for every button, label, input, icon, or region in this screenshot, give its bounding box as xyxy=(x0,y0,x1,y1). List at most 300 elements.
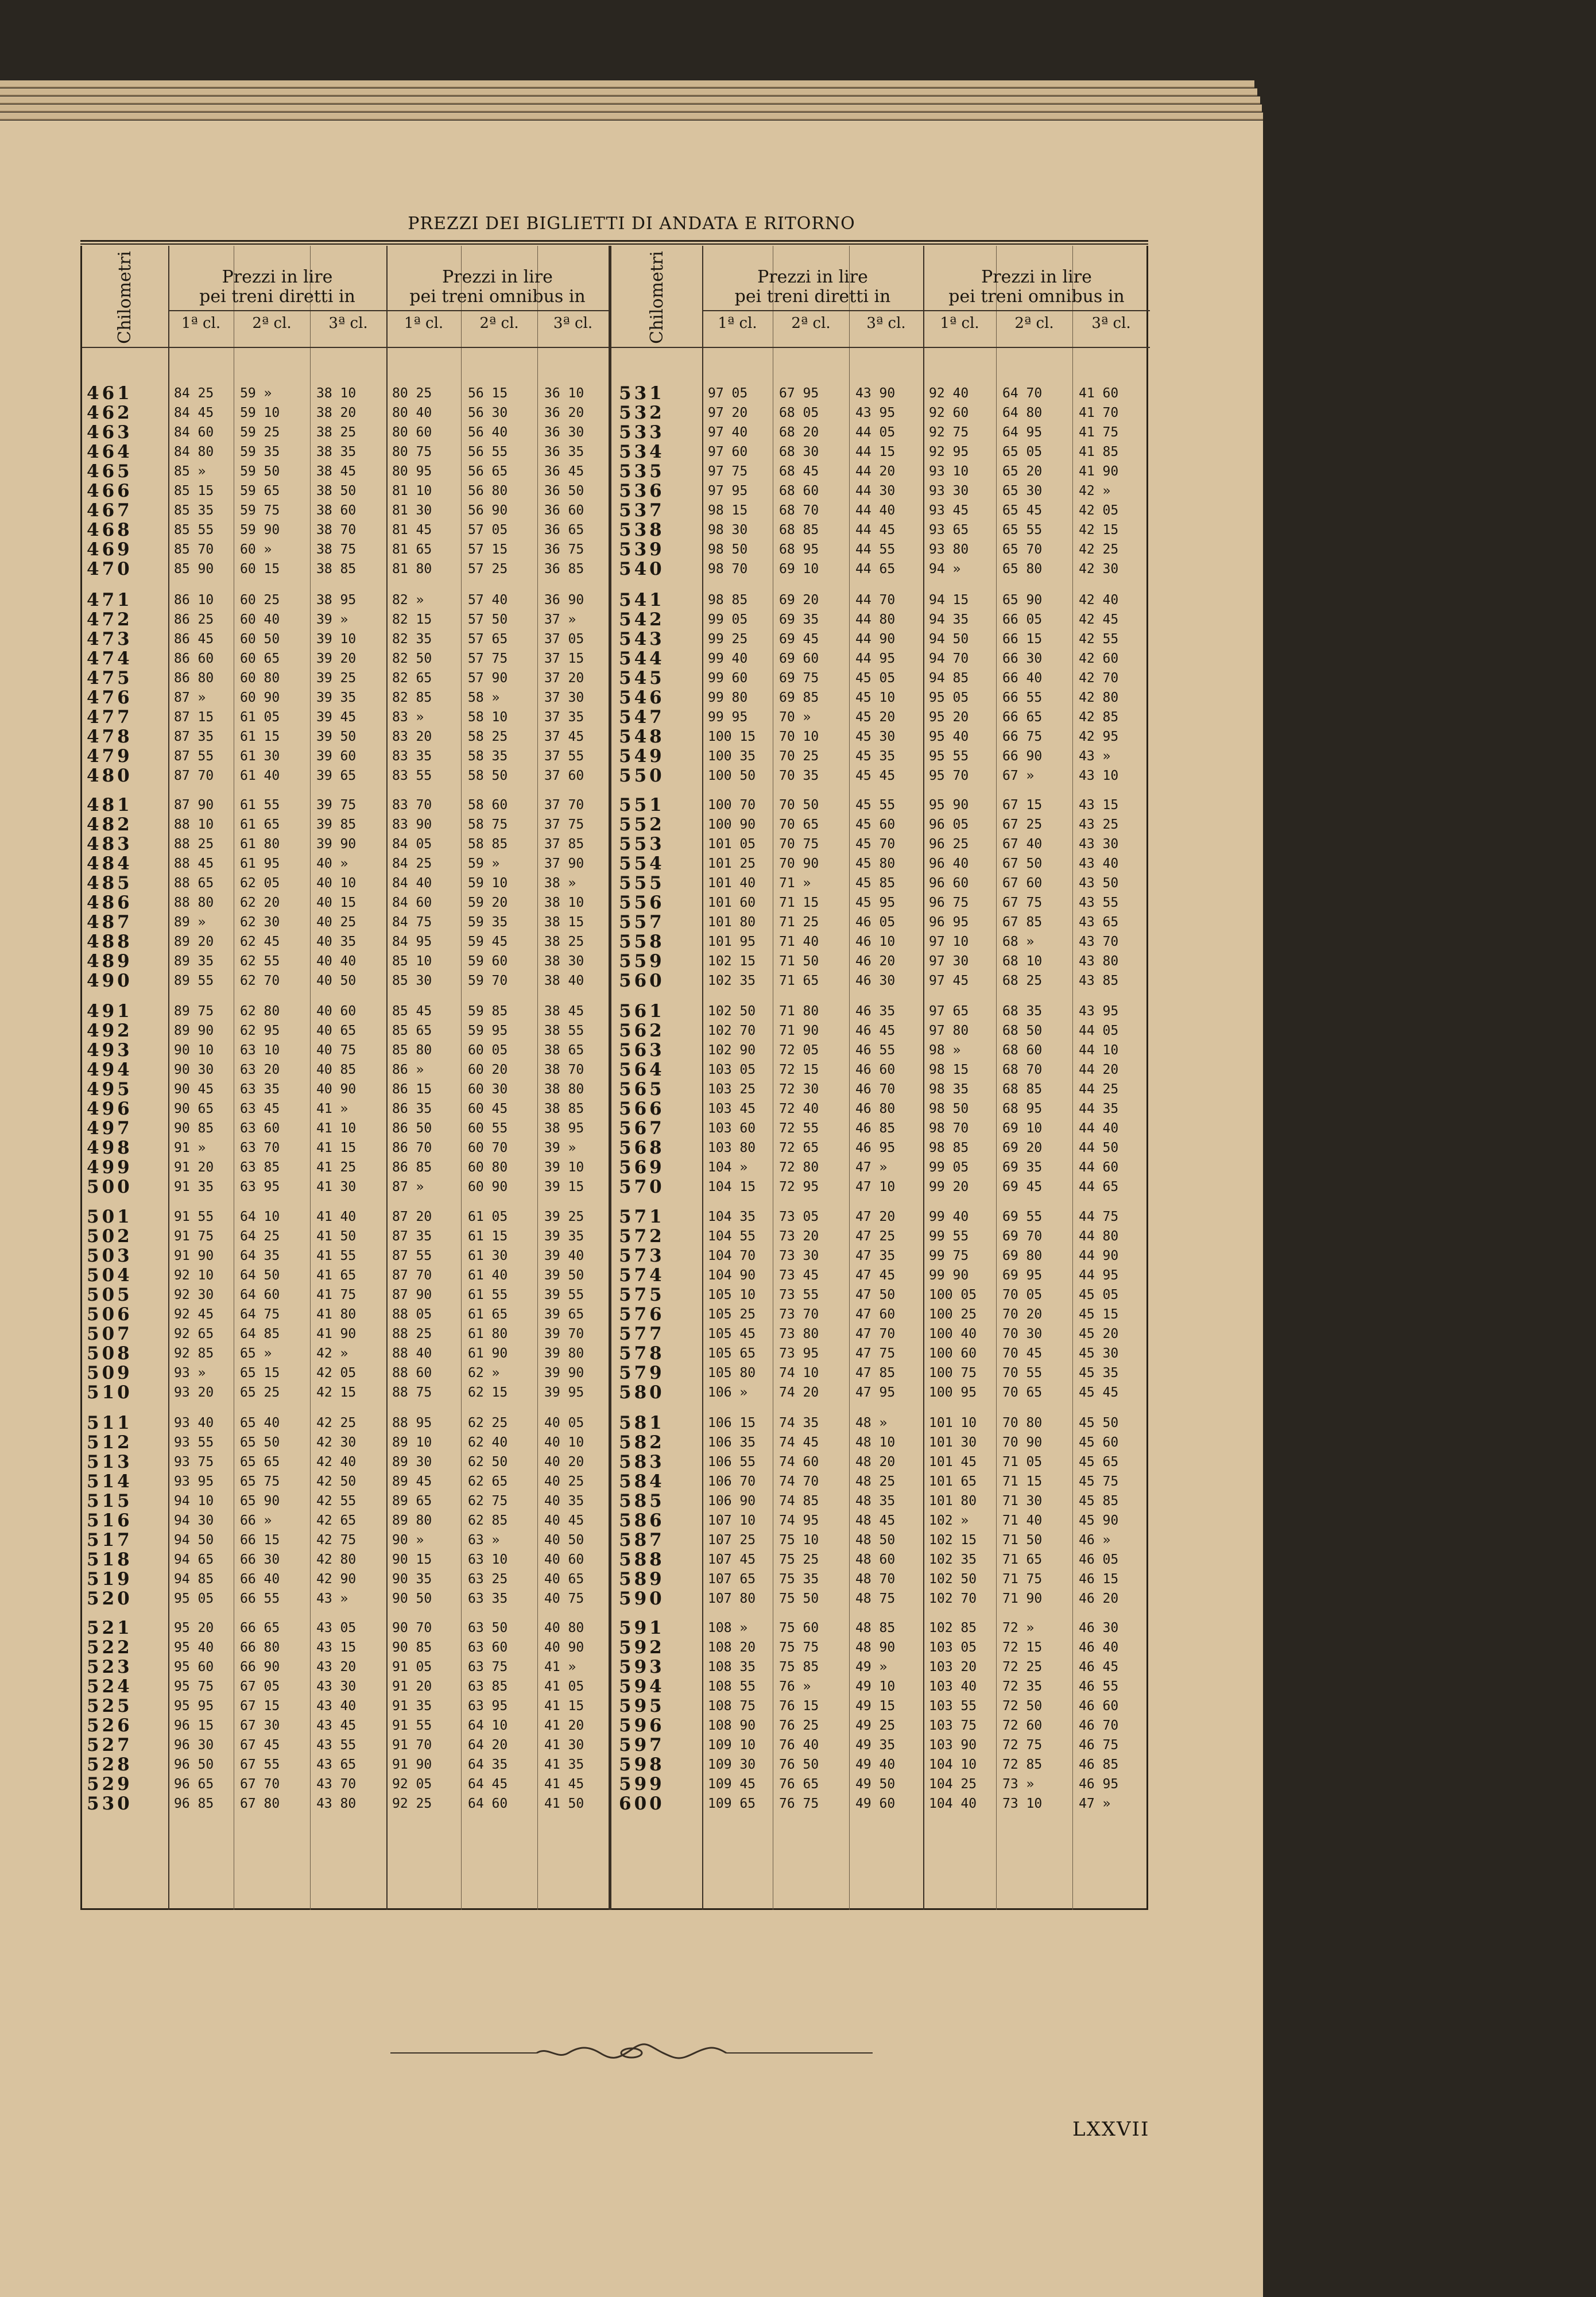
price-cell: 48 10 xyxy=(855,1435,896,1450)
price-cell: 97 60 xyxy=(708,444,748,459)
price-cell: 39 35 xyxy=(544,1229,584,1244)
book-page xyxy=(0,121,1263,2297)
price-cell: 43 25 xyxy=(1079,817,1119,832)
table-row xyxy=(82,873,1150,893)
price-cell: 62 55 xyxy=(240,954,280,969)
price-cell: 72 85 xyxy=(1002,1757,1043,1772)
price-cell: 106 35 xyxy=(708,1435,756,1450)
price-cell: 59 45 xyxy=(468,934,508,949)
price-cell: 94 50 xyxy=(929,632,969,647)
price-cell: 43 50 xyxy=(1079,876,1119,891)
price-cell: 68 05 xyxy=(779,405,819,420)
price-cell: 45 90 xyxy=(1079,1513,1119,1528)
price-cell: 59 » xyxy=(468,856,500,871)
table-row xyxy=(82,1266,1150,1285)
price-cell: 101 60 xyxy=(708,895,756,910)
price-cell: 40 20 xyxy=(544,1455,584,1470)
price-cell: 43 30 xyxy=(316,1679,357,1694)
table-row xyxy=(82,442,1150,462)
price-cell: 42 55 xyxy=(316,1494,357,1509)
price-cell: 102 70 xyxy=(929,1591,977,1606)
price-cell: 85 10 xyxy=(392,954,432,969)
header-chilometri: Chilometri xyxy=(115,251,135,344)
km-cell: 555 xyxy=(619,873,665,894)
header-direct-line1: Prezzi in lire xyxy=(222,267,333,287)
table-row xyxy=(82,1618,1150,1638)
price-cell: 61 95 xyxy=(240,856,280,871)
price-cell: 46 40 xyxy=(1079,1640,1119,1655)
price-cell: 94 » xyxy=(929,562,961,577)
price-cell: 98 15 xyxy=(708,503,748,518)
price-cell: 36 90 xyxy=(544,593,584,608)
price-cell: 46 70 xyxy=(1079,1718,1119,1733)
price-cell: 71 40 xyxy=(1002,1513,1043,1528)
price-cell: 85 65 xyxy=(392,1023,432,1038)
price-cell: 82 65 xyxy=(392,671,432,686)
price-cell: 46 10 xyxy=(855,934,896,949)
price-cell: 85 » xyxy=(174,464,206,479)
price-cell: 81 65 xyxy=(392,542,432,557)
price-cell: 64 75 xyxy=(240,1307,280,1322)
km-cell: 479 xyxy=(87,746,133,767)
price-cell: 38 15 xyxy=(544,915,584,930)
price-cell: 47 60 xyxy=(855,1307,896,1322)
price-cell: 90 65 xyxy=(174,1101,214,1116)
price-cell: 60 05 xyxy=(468,1043,508,1058)
price-cell: 59 » xyxy=(240,386,272,401)
price-cell: 89 » xyxy=(174,915,206,930)
price-cell: 44 10 xyxy=(1079,1043,1119,1058)
price-cell: 62 25 xyxy=(468,1416,508,1430)
price-cell: 67 45 xyxy=(240,1738,280,1753)
price-cell: 87 55 xyxy=(392,1248,432,1263)
price-cell: 41 20 xyxy=(544,1718,584,1733)
price-cell: 92 10 xyxy=(174,1268,214,1283)
price-cell: 71 15 xyxy=(779,895,819,910)
table-row xyxy=(82,1774,1150,1794)
price-cell: 95 40 xyxy=(929,729,969,744)
price-cell: 59 35 xyxy=(468,915,508,930)
km-cell: 579 xyxy=(619,1363,665,1383)
price-cell: 90 30 xyxy=(174,1062,214,1077)
table-row xyxy=(82,1080,1150,1099)
price-cell: 42 70 xyxy=(1079,671,1119,686)
price-cell: 38 25 xyxy=(316,425,357,440)
price-cell: 43 05 xyxy=(316,1621,357,1635)
price-cell: 60 90 xyxy=(468,1180,508,1194)
price-cell: 106 15 xyxy=(708,1416,756,1430)
price-cell: 69 35 xyxy=(779,612,819,627)
price-cell: 69 20 xyxy=(779,593,819,608)
price-cell: 93 65 xyxy=(929,523,969,537)
km-cell: 493 xyxy=(87,1040,133,1061)
table-row xyxy=(82,1638,1150,1657)
table-row xyxy=(82,912,1150,932)
price-cell: 42 25 xyxy=(316,1416,357,1430)
table-row xyxy=(82,1569,1150,1589)
price-cell: 71 75 xyxy=(1002,1572,1043,1587)
price-cell: 71 90 xyxy=(779,1023,819,1038)
price-cell: 97 65 xyxy=(929,1004,969,1019)
price-cell: 62 70 xyxy=(240,973,280,988)
price-cell: 87 55 xyxy=(174,749,214,764)
price-cell: 42 45 xyxy=(1079,612,1119,627)
km-cell: 600 xyxy=(619,1793,665,1814)
km-cell: 532 xyxy=(619,403,665,423)
km-cell: 574 xyxy=(619,1265,665,1286)
price-cell: 101 05 xyxy=(708,837,756,852)
price-cell: 96 95 xyxy=(929,915,969,930)
km-cell: 470 xyxy=(87,559,133,579)
price-cell: 75 60 xyxy=(779,1621,819,1635)
price-cell: 90 10 xyxy=(174,1043,214,1058)
price-cell: 71 65 xyxy=(1002,1552,1043,1567)
price-cell: 99 25 xyxy=(708,632,748,647)
price-cell: 63 60 xyxy=(468,1640,508,1655)
km-cell: 572 xyxy=(619,1226,665,1247)
price-cell: 85 15 xyxy=(174,484,214,498)
km-cell: 486 xyxy=(87,892,133,913)
table-row xyxy=(82,668,1150,688)
price-cell: 41 65 xyxy=(316,1268,357,1283)
price-cell: 107 45 xyxy=(708,1552,756,1567)
price-cell: 60 45 xyxy=(468,1101,508,1116)
km-cell: 510 xyxy=(87,1382,133,1403)
price-cell: 69 20 xyxy=(1002,1140,1043,1155)
km-cell: 530 xyxy=(87,1793,133,1814)
price-cell: 47 85 xyxy=(855,1366,896,1380)
price-cell: 102 85 xyxy=(929,1621,977,1635)
price-cell: 63 85 xyxy=(240,1160,280,1175)
price-cell: 100 60 xyxy=(929,1346,977,1361)
price-cell: 60 80 xyxy=(240,671,280,686)
price-cell: 93 80 xyxy=(929,542,969,557)
price-cell: 92 85 xyxy=(174,1346,214,1361)
price-cell: 42 30 xyxy=(1079,562,1119,577)
price-cell: 43 55 xyxy=(316,1738,357,1753)
price-cell: 70 55 xyxy=(1002,1366,1043,1380)
price-cell: 65 90 xyxy=(1002,593,1043,608)
km-cell: 553 xyxy=(619,834,665,854)
price-cell: 38 25 xyxy=(544,934,584,949)
price-cell: 89 35 xyxy=(174,954,214,969)
price-cell: 37 35 xyxy=(544,710,584,725)
price-cell: 38 10 xyxy=(316,386,357,401)
price-cell: 103 75 xyxy=(929,1718,977,1733)
table-row xyxy=(82,1491,1150,1511)
price-cell: 85 55 xyxy=(174,523,214,537)
price-cell: 73 05 xyxy=(779,1209,819,1224)
km-cell: 586 xyxy=(619,1510,665,1531)
price-cell: 99 60 xyxy=(708,671,748,686)
table-row xyxy=(82,481,1150,501)
price-cell: 100 25 xyxy=(929,1307,977,1322)
km-cell: 466 xyxy=(87,481,133,501)
price-cell: 63 10 xyxy=(468,1552,508,1567)
table-row xyxy=(82,952,1150,971)
price-cell: 47 20 xyxy=(855,1209,896,1224)
price-cell: 48 45 xyxy=(855,1513,896,1528)
price-cell: 67 25 xyxy=(1002,817,1043,832)
km-cell: 528 xyxy=(87,1754,133,1775)
price-cell: 86 50 xyxy=(392,1121,432,1136)
price-cell: 100 15 xyxy=(708,729,756,744)
price-cell: 41 35 xyxy=(544,1757,584,1772)
price-cell: 68 60 xyxy=(779,484,819,498)
price-cell: 62 50 xyxy=(468,1455,508,1470)
price-cell: 61 55 xyxy=(468,1287,508,1302)
price-cell: 36 35 xyxy=(544,444,584,459)
price-cell: 61 05 xyxy=(240,710,280,725)
price-cell: 100 50 xyxy=(708,768,756,783)
table-row xyxy=(82,766,1150,786)
top-rule-thin xyxy=(80,243,1148,245)
price-cell: 89 65 xyxy=(392,1494,432,1509)
price-cell: 101 25 xyxy=(708,856,756,871)
price-cell: 71 80 xyxy=(779,1004,819,1019)
km-cell: 582 xyxy=(619,1432,665,1453)
table-row xyxy=(82,1589,1150,1608)
price-cell: 38 85 xyxy=(316,562,357,577)
price-cell: 80 25 xyxy=(392,386,432,401)
price-cell: 99 05 xyxy=(929,1160,969,1175)
price-cell: 99 20 xyxy=(929,1180,969,1194)
price-cell: 62 45 xyxy=(240,934,280,949)
price-cell: 60 50 xyxy=(240,632,280,647)
price-cell: 65 05 xyxy=(1002,444,1043,459)
price-cell: 59 70 xyxy=(468,973,508,988)
price-cell: 45 30 xyxy=(1079,1346,1119,1361)
km-cell: 472 xyxy=(87,609,133,630)
price-cell: 99 05 xyxy=(708,612,748,627)
price-cell: 39 10 xyxy=(316,632,357,647)
price-cell: 105 65 xyxy=(708,1346,756,1361)
price-cell: 98 » xyxy=(929,1043,961,1058)
km-cell: 537 xyxy=(619,500,665,521)
page-title: PREZZI DEI BIGLIETTI DI ANDATA E RITORNO xyxy=(408,214,855,234)
price-cell: 103 45 xyxy=(708,1101,756,1116)
table-row xyxy=(82,520,1150,540)
price-cell: 44 95 xyxy=(855,651,896,666)
header-class-1: 1ª cl. xyxy=(404,315,444,332)
price-cell: 96 15 xyxy=(174,1718,214,1733)
price-cell: 41 90 xyxy=(1079,464,1119,479)
price-cell: 45 20 xyxy=(1079,1327,1119,1341)
price-cell: 57 05 xyxy=(468,523,508,537)
km-cell: 593 xyxy=(619,1657,665,1677)
price-cell: 88 95 xyxy=(392,1416,432,1430)
price-cell: 42 30 xyxy=(316,1435,357,1450)
km-cell: 558 xyxy=(619,931,665,952)
price-cell: 101 10 xyxy=(929,1416,977,1430)
price-cell: 98 50 xyxy=(708,542,748,557)
price-cell: 73 95 xyxy=(779,1346,819,1361)
price-cell: 47 35 xyxy=(855,1248,896,1263)
km-cell: 544 xyxy=(619,648,665,669)
table-row xyxy=(82,1735,1150,1755)
price-cell: 80 60 xyxy=(392,425,432,440)
price-cell: 92 30 xyxy=(174,1287,214,1302)
price-cell: 37 05 xyxy=(544,632,584,647)
price-cell: 36 10 xyxy=(544,386,584,401)
header-class-2: 2ª cl. xyxy=(252,315,292,332)
table-row xyxy=(82,1363,1150,1383)
km-cell: 503 xyxy=(87,1246,133,1266)
price-cell: 106 » xyxy=(708,1385,748,1400)
header-class-2: 2ª cl. xyxy=(479,315,519,332)
price-cell: 73 » xyxy=(1002,1777,1035,1792)
price-cell: 56 15 xyxy=(468,386,508,401)
price-cell: 93 55 xyxy=(174,1435,214,1450)
price-cell: 43 80 xyxy=(1079,954,1119,969)
price-cell: 44 80 xyxy=(1079,1229,1119,1244)
price-cell: 39 65 xyxy=(544,1307,584,1322)
km-cell: 518 xyxy=(87,1549,133,1570)
km-cell: 535 xyxy=(619,461,665,482)
price-cell: 58 60 xyxy=(468,798,508,813)
price-cell: 65 70 xyxy=(1002,542,1043,557)
price-cell: 45 30 xyxy=(855,729,896,744)
price-cell: 43 90 xyxy=(855,386,896,401)
price-cell: 71 50 xyxy=(1002,1533,1043,1548)
km-cell: 498 xyxy=(87,1138,133,1158)
price-cell: 100 35 xyxy=(708,749,756,764)
price-cell: 69 70 xyxy=(1002,1229,1043,1244)
table-row xyxy=(82,501,1150,520)
price-cell: 76 75 xyxy=(779,1796,819,1811)
price-cell: 59 25 xyxy=(240,425,280,440)
price-cell: 39 55 xyxy=(544,1287,584,1302)
price-cell: 108 20 xyxy=(708,1640,756,1655)
price-cell: 68 35 xyxy=(1002,1004,1043,1019)
price-cell: 65 40 xyxy=(240,1416,280,1430)
header-omnibus-line2: pei treni omnibus in xyxy=(948,287,1125,307)
price-cell: 58 75 xyxy=(468,817,508,832)
km-cell: 499 xyxy=(87,1157,133,1178)
price-cell: 37 70 xyxy=(544,798,584,813)
km-cell: 494 xyxy=(87,1059,133,1080)
price-cell: 59 20 xyxy=(468,895,508,910)
price-cell: 66 65 xyxy=(1002,710,1043,725)
price-cell: 39 50 xyxy=(316,729,357,744)
price-cell: 38 85 xyxy=(544,1101,584,1116)
price-cell: 49 » xyxy=(855,1660,888,1675)
price-cell: 43 95 xyxy=(855,405,896,420)
price-cell: 61 30 xyxy=(468,1248,508,1263)
price-cell: 96 60 xyxy=(929,876,969,891)
price-cell: 40 35 xyxy=(316,934,357,949)
price-cell: 56 55 xyxy=(468,444,508,459)
km-cell: 525 xyxy=(87,1696,133,1716)
price-cell: 60 90 xyxy=(240,690,280,705)
price-cell: 72 60 xyxy=(1002,1718,1043,1733)
price-cell: 83 90 xyxy=(392,817,432,832)
price-cell: 64 50 xyxy=(240,1268,280,1283)
price-cell: 48 25 xyxy=(855,1474,896,1489)
price-cell: 47 » xyxy=(1079,1796,1111,1811)
price-cell: 86 10 xyxy=(174,593,214,608)
table-row xyxy=(82,403,1150,423)
price-cell: 68 95 xyxy=(1002,1101,1043,1116)
price-cell: 107 65 xyxy=(708,1572,756,1587)
km-cell: 594 xyxy=(619,1676,665,1697)
price-cell: 108 75 xyxy=(708,1699,756,1714)
price-cell: 38 95 xyxy=(316,593,357,608)
price-cell: 46 05 xyxy=(1079,1552,1119,1567)
price-cell: 88 45 xyxy=(174,856,214,871)
price-cell: 39 70 xyxy=(544,1327,584,1341)
price-cell: 83 » xyxy=(392,710,424,725)
price-cell: 39 20 xyxy=(316,651,357,666)
price-cell: 42 15 xyxy=(1079,523,1119,537)
price-cell: 42 60 xyxy=(1079,651,1119,666)
price-cell: 95 05 xyxy=(929,690,969,705)
price-cell: 40 05 xyxy=(544,1416,584,1430)
price-cell: 68 25 xyxy=(1002,973,1043,988)
price-cell: 68 30 xyxy=(779,444,819,459)
km-cell: 502 xyxy=(87,1226,133,1247)
price-cell: 44 70 xyxy=(855,593,896,608)
price-cell: 57 50 xyxy=(468,612,508,627)
price-cell: 100 95 xyxy=(929,1385,977,1400)
price-cell: 98 85 xyxy=(708,593,748,608)
price-cell: 94 65 xyxy=(174,1552,214,1567)
price-cell: 75 25 xyxy=(779,1552,819,1567)
price-cell: 84 60 xyxy=(174,425,214,440)
ornament-divider xyxy=(390,2041,873,2064)
km-cell: 473 xyxy=(87,629,133,649)
price-cell: 104 90 xyxy=(708,1268,756,1283)
price-cell: 103 40 xyxy=(929,1679,977,1694)
price-cell: 87 20 xyxy=(392,1209,432,1224)
price-cell: 43 » xyxy=(1079,749,1111,764)
price-cell: 103 05 xyxy=(708,1062,756,1077)
price-cell: 96 05 xyxy=(929,817,969,832)
price-cell: 70 » xyxy=(779,710,811,725)
price-cell: 46 55 xyxy=(1079,1679,1119,1694)
price-cell: 40 65 xyxy=(544,1572,584,1587)
km-cell: 581 xyxy=(619,1413,665,1433)
price-cell: 67 40 xyxy=(1002,837,1043,852)
price-cell: 93 45 xyxy=(929,503,969,518)
price-cell: 61 40 xyxy=(240,768,280,783)
price-cell: 38 10 xyxy=(544,895,584,910)
km-cell: 469 xyxy=(87,539,133,560)
price-cell: 60 40 xyxy=(240,612,280,627)
price-cell: 87 90 xyxy=(392,1287,432,1302)
price-cell: 40 90 xyxy=(544,1640,584,1655)
price-cell: 43 » xyxy=(316,1591,348,1606)
price-cell: 67 15 xyxy=(1002,798,1043,813)
table-row xyxy=(82,971,1150,991)
km-cell: 584 xyxy=(619,1471,665,1492)
price-cell: 68 95 xyxy=(779,542,819,557)
price-cell: 43 15 xyxy=(316,1640,357,1655)
price-cell: 86 60 xyxy=(174,651,214,666)
price-cell: 63 60 xyxy=(240,1121,280,1136)
price-cell: 72 30 xyxy=(779,1082,819,1097)
price-cell: 91 70 xyxy=(392,1738,432,1753)
price-cell: 38 » xyxy=(544,876,576,891)
price-cell: 38 55 xyxy=(544,1023,584,1038)
price-cell: 45 70 xyxy=(855,837,896,852)
price-cell: 74 20 xyxy=(779,1385,819,1400)
price-cell: 73 55 xyxy=(779,1287,819,1302)
price-cell: 81 45 xyxy=(392,523,432,537)
price-cell: 68 50 xyxy=(1002,1023,1043,1038)
price-cell: 70 30 xyxy=(1002,1327,1043,1341)
price-cell: 71 50 xyxy=(779,954,819,969)
